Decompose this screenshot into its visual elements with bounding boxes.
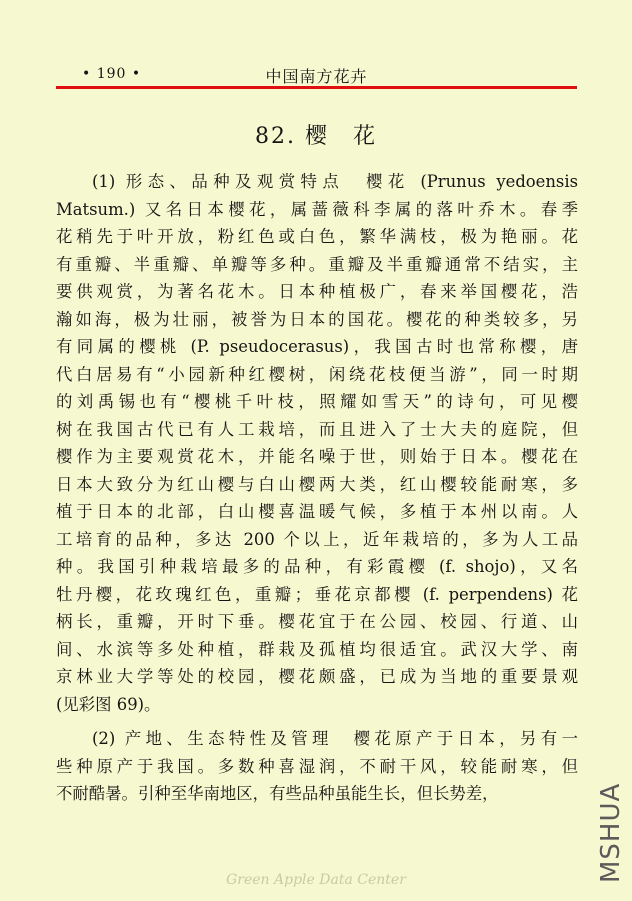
text-line: (1) 形态、品种及观赏特点 樱花 (Prunus yedoensis — [92, 172, 578, 191]
text-line: 有同属的樱桃 (P. pseudocerasus)，我国古时也常称樱，唐 — [56, 337, 578, 356]
text-line: (见彩图 69)。 — [56, 694, 161, 714]
text-line: 树在我国古代已有人工栽培，而且进入了士大夫的庭院，但 — [56, 419, 578, 439]
paragraph — [56, 725, 578, 808]
text-line: 工培育的品种，多达 200 个以上，近年栽培的，多为人工品 — [56, 529, 578, 549]
text-line: 的刘禹锡也有“樱桃千叶枝，照耀如雪天”的诗句，可见樱 — [56, 392, 578, 411]
text-line: 牡丹樱，花玫瑰红色，重瓣；垂花京都樱 (f. perpendens) 花 — [56, 584, 578, 604]
header-rule — [56, 86, 577, 89]
text-line: 植于日本的北部，白山樱喜温暖气候，多植于本州以南。人 — [56, 502, 578, 521]
paragraph — [56, 168, 578, 718]
body-text — [56, 168, 578, 808]
text-line: 不耐酷暑。引种至华南地区，有些品种虽能生长，但长势差， — [56, 784, 499, 803]
text-line: 有重瓣、半重瓣、单瓣等多种。重瓣及半重瓣通常不结实，主 — [56, 254, 578, 274]
running-title: 中国南方花卉 — [265, 67, 368, 86]
side-watermark: MSHUA — [596, 782, 626, 883]
text-line: 樱作为主要观赏花木，并能名噪于世，则始于日本。樱花在 — [56, 447, 578, 466]
chapter-title: 82. 樱 花 — [255, 124, 377, 149]
paragraph-gap — [56, 718, 578, 725]
bottom-watermark: Green Apple Data Center — [226, 872, 406, 888]
text-line: 柄长，重瓣，开时下垂。樱花宜于在公园、校园、行道、山 — [56, 612, 578, 631]
text-line: 些种原产于我国。多数种喜湿润，不耐干风，较能耐寒，但 — [56, 756, 578, 776]
text-line: 瀚如海，极为壮丽，被誉为日本的国花。樱花的种类较多，另 — [56, 309, 578, 329]
text-line: 要供观赏，为著名花木。日本种植极广，春来举国樱花，浩 — [56, 282, 578, 301]
text-line: (2) 产地、生态特性及管理 樱花原产于日本，另有一 — [92, 729, 578, 748]
text-line: 花稍先于叶开放，粉红色或白色，繁华满枝，极为艳丽。花 — [56, 227, 578, 246]
text-line: 间、水滨等多处种植，群栽及孤植均很适宜。武汉大学、南 — [56, 639, 578, 659]
text-line: 日本大致分为红山樱与白山樱两大类，红山樱较能耐寒，多 — [56, 474, 578, 494]
text-line: Matsum.) 又名日本樱花，属蔷薇科李属的落叶乔木。春季 — [56, 199, 578, 219]
page-number: • 190 • — [82, 66, 142, 82]
text-line: 代白居易有“小园新种红樱树，闲绕花枝便当游”，同一时期 — [56, 364, 578, 384]
text-line: 种。我国引种栽培最多的品种，有彩霞樱 (f. shojo)，又名 — [56, 557, 578, 576]
page-header — [56, 62, 577, 88]
text-line: 京林业大学等处的校园，樱花颇盛，已成为当地的重要景观 — [56, 667, 578, 686]
